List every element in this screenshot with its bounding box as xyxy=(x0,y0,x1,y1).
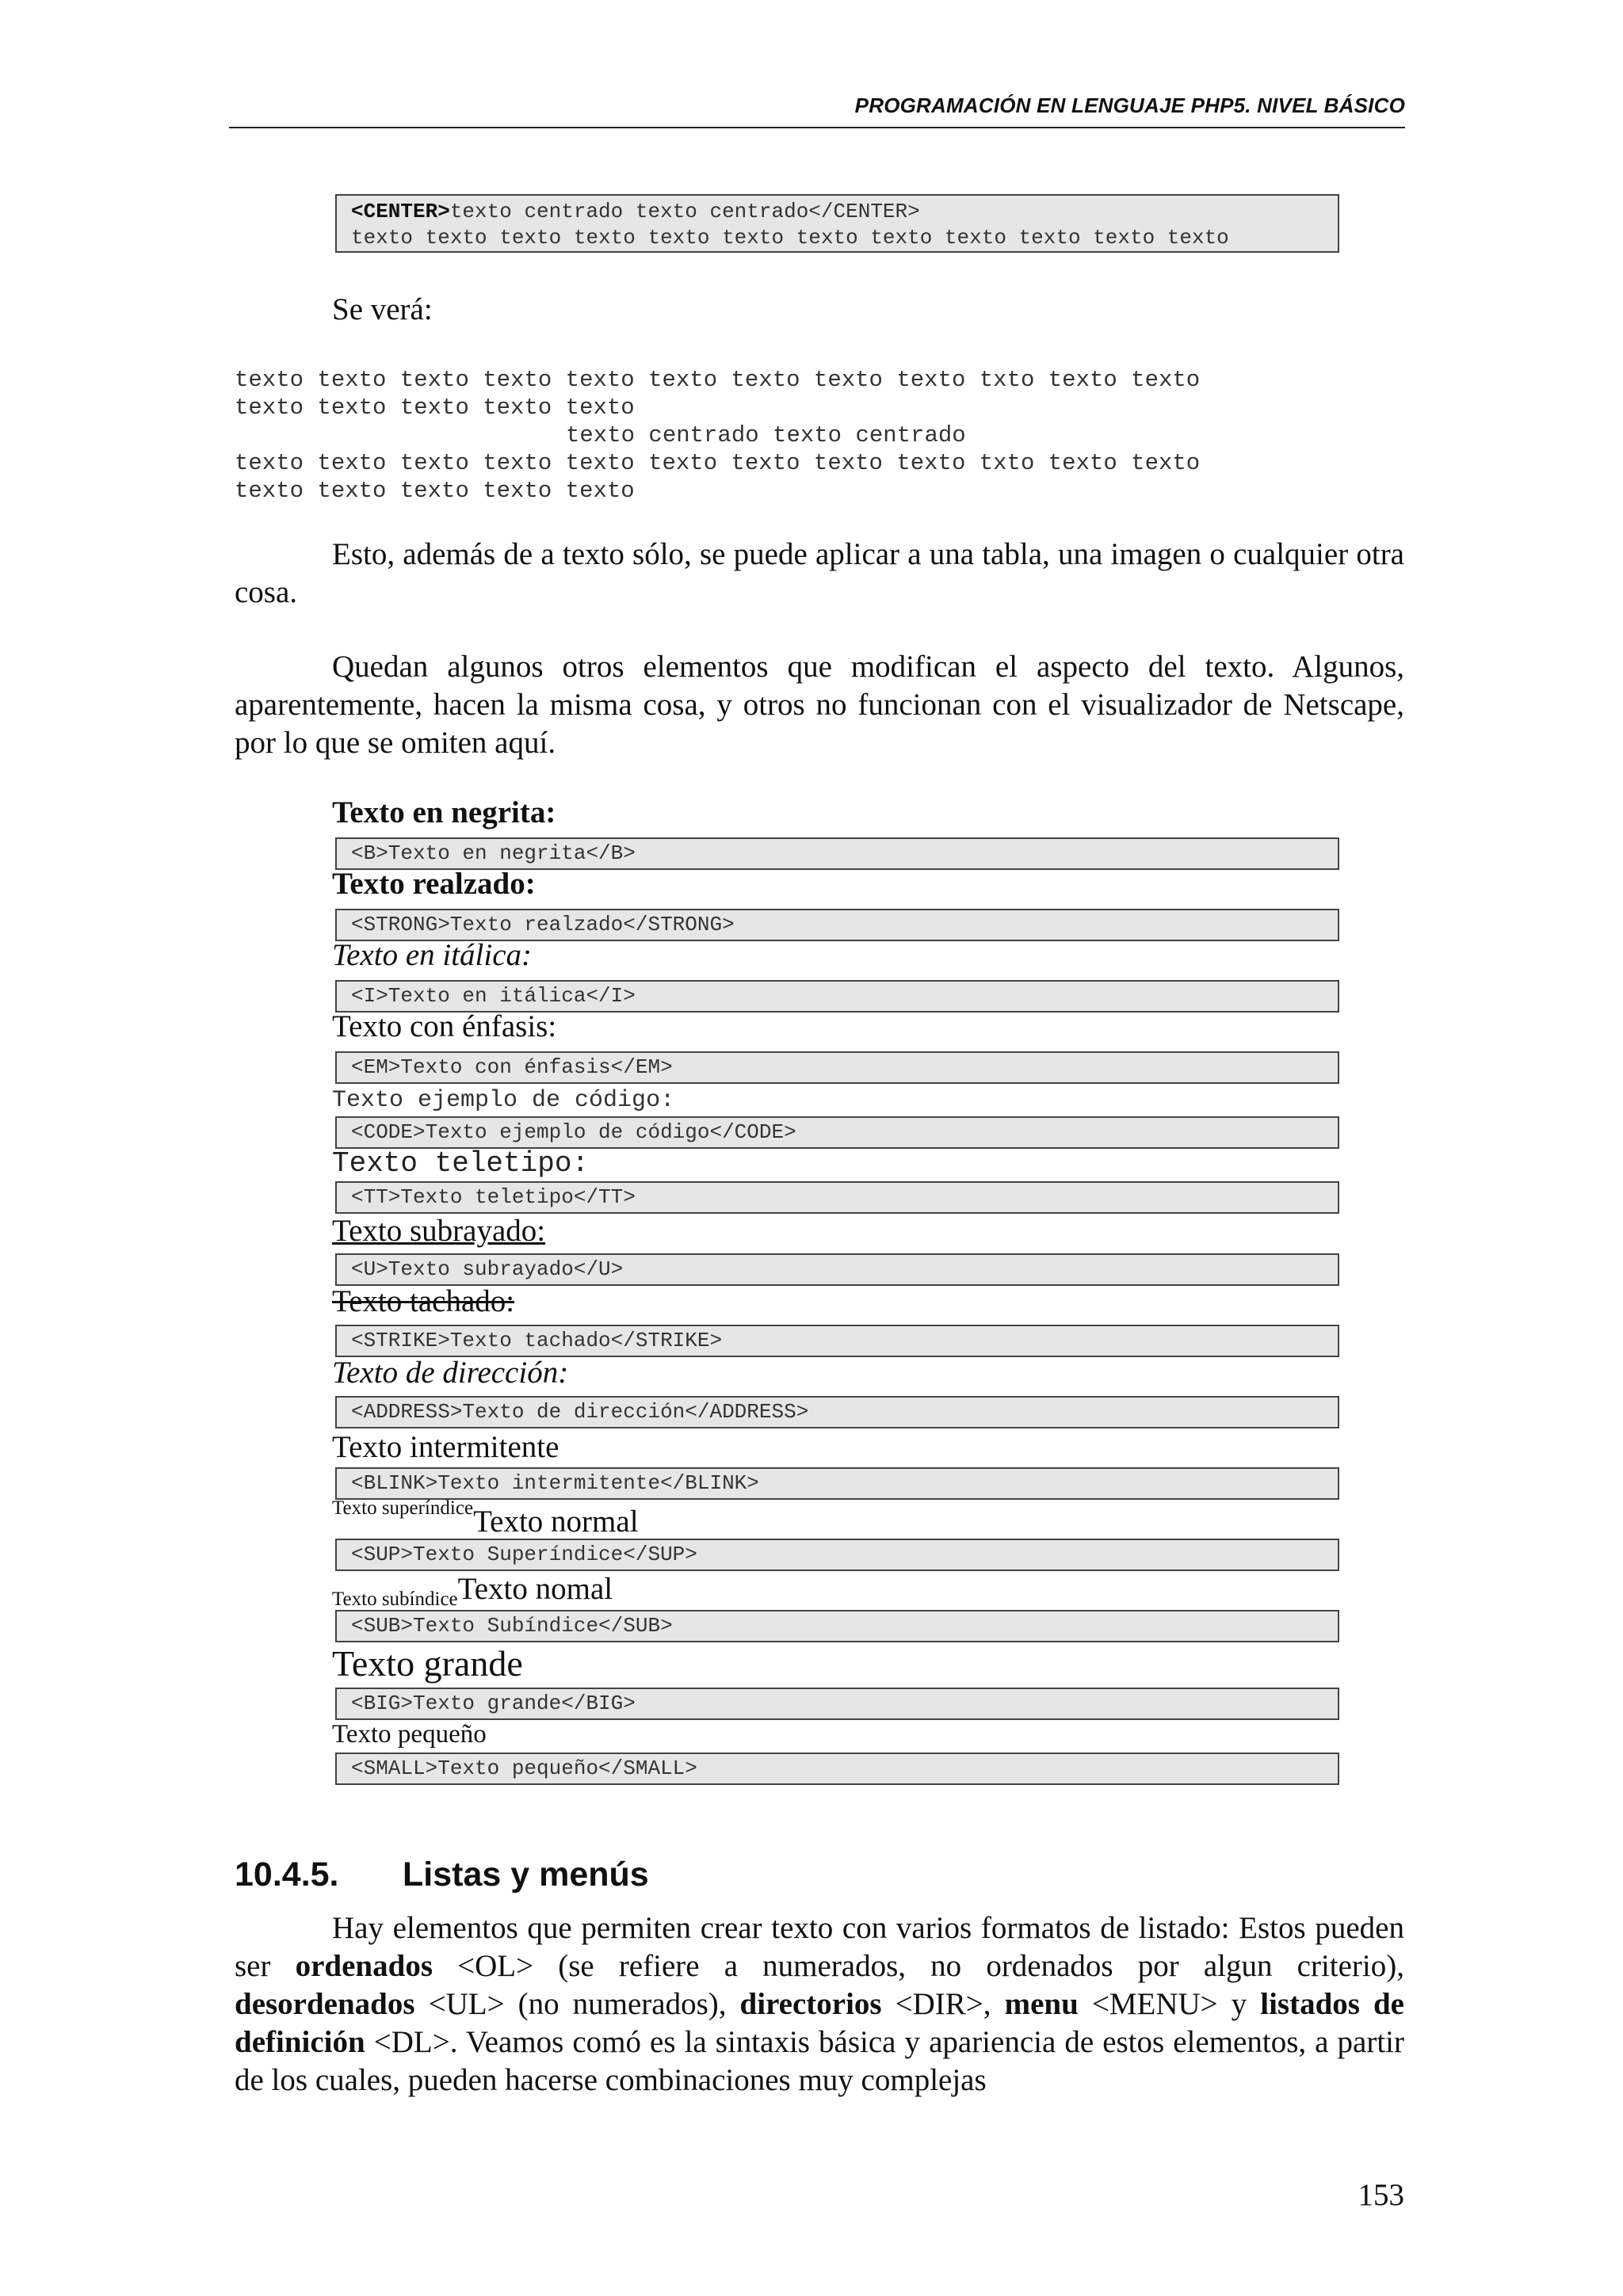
sup-normal-text: Texto normal xyxy=(473,1505,639,1539)
section-number: 10.4.5. xyxy=(235,1855,339,1894)
code-label: Texto ejemplo de código: xyxy=(332,1087,675,1114)
output-line-2: texto texto texto texto texto xyxy=(235,395,635,421)
lists-bold-desordenados: desordenados xyxy=(235,1987,415,2021)
section-title: Listas y menús xyxy=(403,1855,649,1894)
big-code: <BIG>Texto grande</BIG> xyxy=(335,1688,1339,1720)
strike-code: <STRIKE>Texto tachado</STRIKE> xyxy=(335,1325,1339,1357)
lists-text-4: <DIR>, xyxy=(881,1987,1005,2021)
center-code-line2: texto texto texto texto texto texto texto texto texto texto texto texto xyxy=(351,226,1229,250)
paragraph-other-elements: Quedan algunos otros elementos que modifican el aspecto del texto. Algunos, aparentemente, hacen la misma cosa, y otros no funcionan con el visualizador de Netscape, por lo que se omiten aquí. xyxy=(235,650,1404,760)
lists-text-2: <OL> (se refiere a numerados, no ordenados por algun criterio), xyxy=(433,1949,1404,1983)
section-heading xyxy=(235,1855,649,1894)
sub-code: <SUB>Texto Subíndice</SUB> xyxy=(335,1610,1339,1642)
bold-code: <B>Texto en negrita</B> xyxy=(335,837,1339,870)
se-vera-label: Se verá: xyxy=(332,292,433,326)
page-number: 153 xyxy=(1358,2178,1404,2212)
center-tag: <CENTER> xyxy=(351,200,450,223)
output-line-1: texto texto texto texto texto texto texto texto texto txto texto texto xyxy=(235,367,1201,393)
output-line-4: texto texto texto texto texto texto texto texto texto txto texto texto xyxy=(235,450,1201,476)
underline-code: <U>Texto subrayado</U> xyxy=(335,1253,1339,1286)
sub-normal-text: Texto nomal xyxy=(457,1572,613,1606)
italic-code: <I>Texto en itálica</I> xyxy=(335,980,1339,1013)
lists-text-5: <MENU> y xyxy=(1078,1987,1261,2021)
blink-label: Texto intermitente xyxy=(332,1430,559,1464)
tt-label: Texto teletipo: xyxy=(332,1147,590,1180)
bold-label: Texto en negrita: xyxy=(332,795,556,830)
center-code-example xyxy=(335,194,1339,253)
sup-code: <SUP>Texto Superíndice</SUP> xyxy=(335,1539,1339,1571)
address-code: <ADDRESS>Texto de dirección</ADDRESS> xyxy=(335,1396,1339,1428)
paragraph-apply: Esto, además de a texto sólo, se puede aplicar a una tabla, una imagen o cualquier otra cosa. xyxy=(235,537,1404,609)
tt-code: <TT>Texto teletipo</TT> xyxy=(335,1181,1339,1214)
lists-text-1: Hay elementos que permiten crear texto con varios formatos de listado: Estos pueden ser xyxy=(235,1911,1404,1983)
output-line-centered: texto centrado texto centrado xyxy=(566,422,966,448)
sup-small-text: Texto superíndice xyxy=(332,1497,474,1519)
lists-bold-definicion: listados de definición xyxy=(235,1987,1404,2059)
address-label: Texto de dirección: xyxy=(332,1356,569,1390)
center-code-line1: texto centrado texto centrado</CENTER> xyxy=(449,200,920,223)
sub-small-text: Texto subíndice xyxy=(332,1589,458,1610)
lists-bold-ordenados: ordenados xyxy=(295,1949,433,1983)
running-header: PROGRAMACIÓN EN LENGUAJE PHP5. NIVEL BÁSICO xyxy=(854,93,1405,117)
underline-label: Texto subrayado: xyxy=(332,1214,546,1248)
code-code: <CODE>Texto ejemplo de código</CODE> xyxy=(335,1116,1339,1149)
paragraph-lists xyxy=(235,1909,1404,2100)
sub-label xyxy=(332,1571,613,1610)
strong-code: <STRONG>Texto realzado</STRONG> xyxy=(335,909,1339,941)
sup-label xyxy=(332,1497,639,1539)
small-label: Texto pequeño xyxy=(332,1720,487,1749)
big-label: Texto grande xyxy=(332,1643,523,1684)
output-line-5: texto texto texto texto texto xyxy=(235,478,635,504)
header-rule xyxy=(229,127,1405,128)
strike-label: Texto tachado: xyxy=(332,1284,515,1318)
lists-text-6: <DL>. Veamos comó es la sintaxis básica y apariencia de estos elementos, a partir de los cuales, pueden hacerse combinaciones muy complejas xyxy=(235,2025,1404,2097)
lists-bold-directorios: directorios xyxy=(739,1987,882,2021)
italic-label: Texto en itálica: xyxy=(332,938,533,972)
strong-label: Texto realzado: xyxy=(332,867,536,901)
em-label: Texto con énfasis: xyxy=(332,1009,557,1043)
lists-text-3: <UL> (no numerados), xyxy=(414,1987,740,2021)
em-code: <EM>Texto con énfasis</EM> xyxy=(335,1051,1339,1084)
small-code: <SMALL>Texto pequeño</SMALL> xyxy=(335,1753,1339,1785)
lists-bold-menu: menu xyxy=(1004,1987,1079,2021)
blink-code: <BLINK>Texto intermitente</BLINK> xyxy=(335,1467,1339,1500)
